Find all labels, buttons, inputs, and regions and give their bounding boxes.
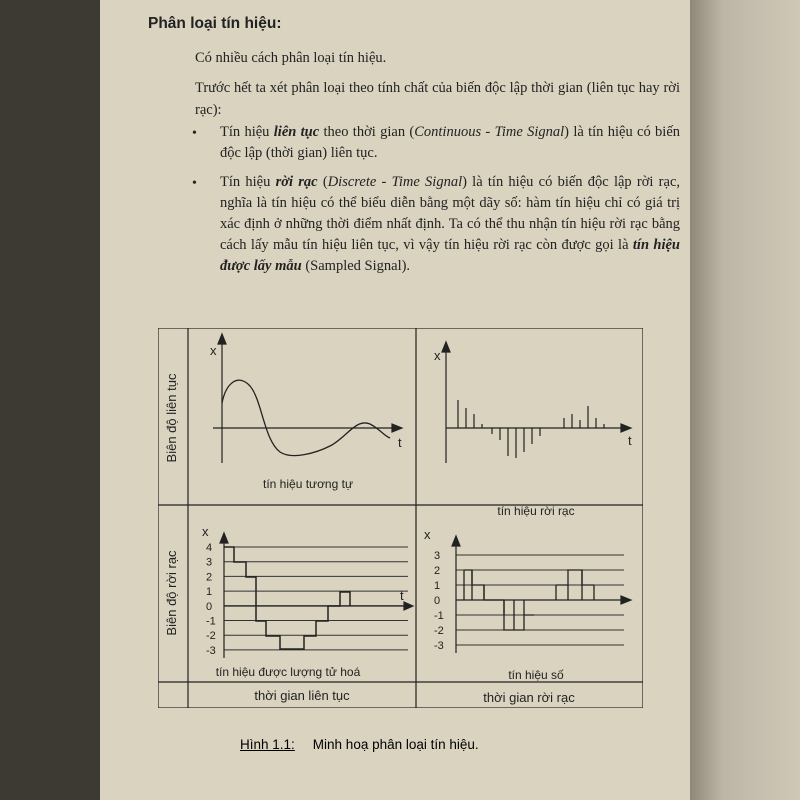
axis-x-label: x bbox=[424, 527, 431, 542]
axis-x-label: x bbox=[210, 343, 217, 358]
level-label: 2 bbox=[206, 571, 213, 584]
caption-analog: tín hiệu tương tự bbox=[263, 477, 353, 491]
y-axis-arrow bbox=[452, 536, 460, 546]
level-label: 0 bbox=[206, 600, 213, 613]
col-label-right: thời gian rời rạc bbox=[483, 690, 575, 705]
row-label-bottom: Biên độ rời rạc bbox=[164, 550, 179, 636]
y-axis-arrow bbox=[218, 334, 226, 344]
bullet-discrete: Tín hiệu rời rạc (Discrete - Time Signal) là tín hiệu có biến độc lập rời rạc, nghĩa là tín hiệu có thể biểu diễn bằng một dãy số: hàm tín hiệu chỉ có giá trị xác định ở những thời điểm nhất định. Ta có thể thu nhận tín hiệu rời rạc bằng cách lấy mẫu tín hiệu liên tục, vì vậy tín hiệu rời rạc còn được gọi là tín hiệu được lấy mẫu (Sampled Signal). bbox=[220, 174, 681, 274]
page-edge bbox=[690, 0, 800, 800]
level-label: -3 bbox=[434, 640, 444, 652]
panel-discrete bbox=[434, 342, 632, 518]
figure-frame bbox=[158, 328, 643, 708]
quantized-waveform bbox=[224, 547, 350, 649]
level-label: 3 bbox=[434, 550, 441, 562]
section-heading: Phân loại tín hiệu: bbox=[148, 15, 282, 32]
bullet-continuous: Tín hiệu liên tục theo thời gian (Continuous - Time Signal) là tín hiệu có biến độc lập (thời gian) liên tục. bbox=[220, 124, 681, 161]
analog-waveform bbox=[222, 380, 390, 455]
level-label: 4 bbox=[206, 542, 213, 554]
level-label: 0 bbox=[434, 595, 441, 607]
term-discrete: rời rạc bbox=[275, 174, 318, 190]
level-label: 2 bbox=[434, 565, 441, 577]
x-axis-arrow bbox=[621, 596, 631, 604]
axis-x-label: x bbox=[202, 524, 209, 539]
caption-discrete: tín hiệu rời rạc bbox=[497, 504, 575, 518]
level-label: -2 bbox=[206, 630, 216, 643]
paragraph-2: Trước hết ta xét phân loại theo tính chất của biến độc lập thời gian (liên tục hay rời rạc): bbox=[195, 80, 680, 118]
axis-t-label: t bbox=[398, 435, 402, 450]
level-label: 3 bbox=[206, 556, 213, 569]
level-label: -2 bbox=[434, 625, 444, 637]
caption-quantized: tín hiệu được lượng tử hoá bbox=[215, 665, 361, 679]
panel-analog bbox=[210, 334, 402, 491]
axis-t-label: t bbox=[628, 433, 632, 448]
figure-caption bbox=[240, 737, 479, 752]
bullet-icon: • bbox=[192, 126, 197, 141]
axis-t-label: t bbox=[400, 588, 404, 603]
signal-classification-figure bbox=[158, 328, 643, 708]
y-axis-arrow bbox=[220, 533, 228, 543]
x-axis-arrow bbox=[404, 602, 413, 610]
caption-label: Hình 1.1: bbox=[240, 737, 295, 752]
bullet-icon: • bbox=[192, 176, 197, 191]
term-sampled: tín hiệu được lấy mẫu bbox=[220, 237, 680, 274]
panel-quantized bbox=[202, 524, 413, 679]
level-label: 1 bbox=[206, 586, 213, 599]
paragraph-1: Có nhiều cách phân loại tín hiệu. bbox=[195, 50, 387, 66]
level-label: -1 bbox=[434, 610, 444, 622]
x-axis-arrow bbox=[621, 424, 631, 432]
axis-x-label: x bbox=[434, 348, 441, 363]
digital-step bbox=[556, 570, 594, 585]
term-continuous: liên tục bbox=[273, 124, 320, 140]
y-axis-arrow bbox=[442, 342, 450, 352]
caption-text: Minh hoạ phân loại tín hiệu. bbox=[312, 737, 479, 752]
level-label: 1 bbox=[434, 580, 441, 592]
level-label: -1 bbox=[206, 615, 216, 628]
row-label-top: Biên độ liên tục bbox=[164, 373, 179, 463]
col-label-left: thời gian liên tục bbox=[254, 688, 350, 703]
caption-digital: tín hiệu số bbox=[508, 668, 564, 682]
x-axis-arrow bbox=[392, 424, 402, 432]
level-label: -3 bbox=[206, 644, 216, 657]
panel-digital bbox=[424, 527, 631, 682]
